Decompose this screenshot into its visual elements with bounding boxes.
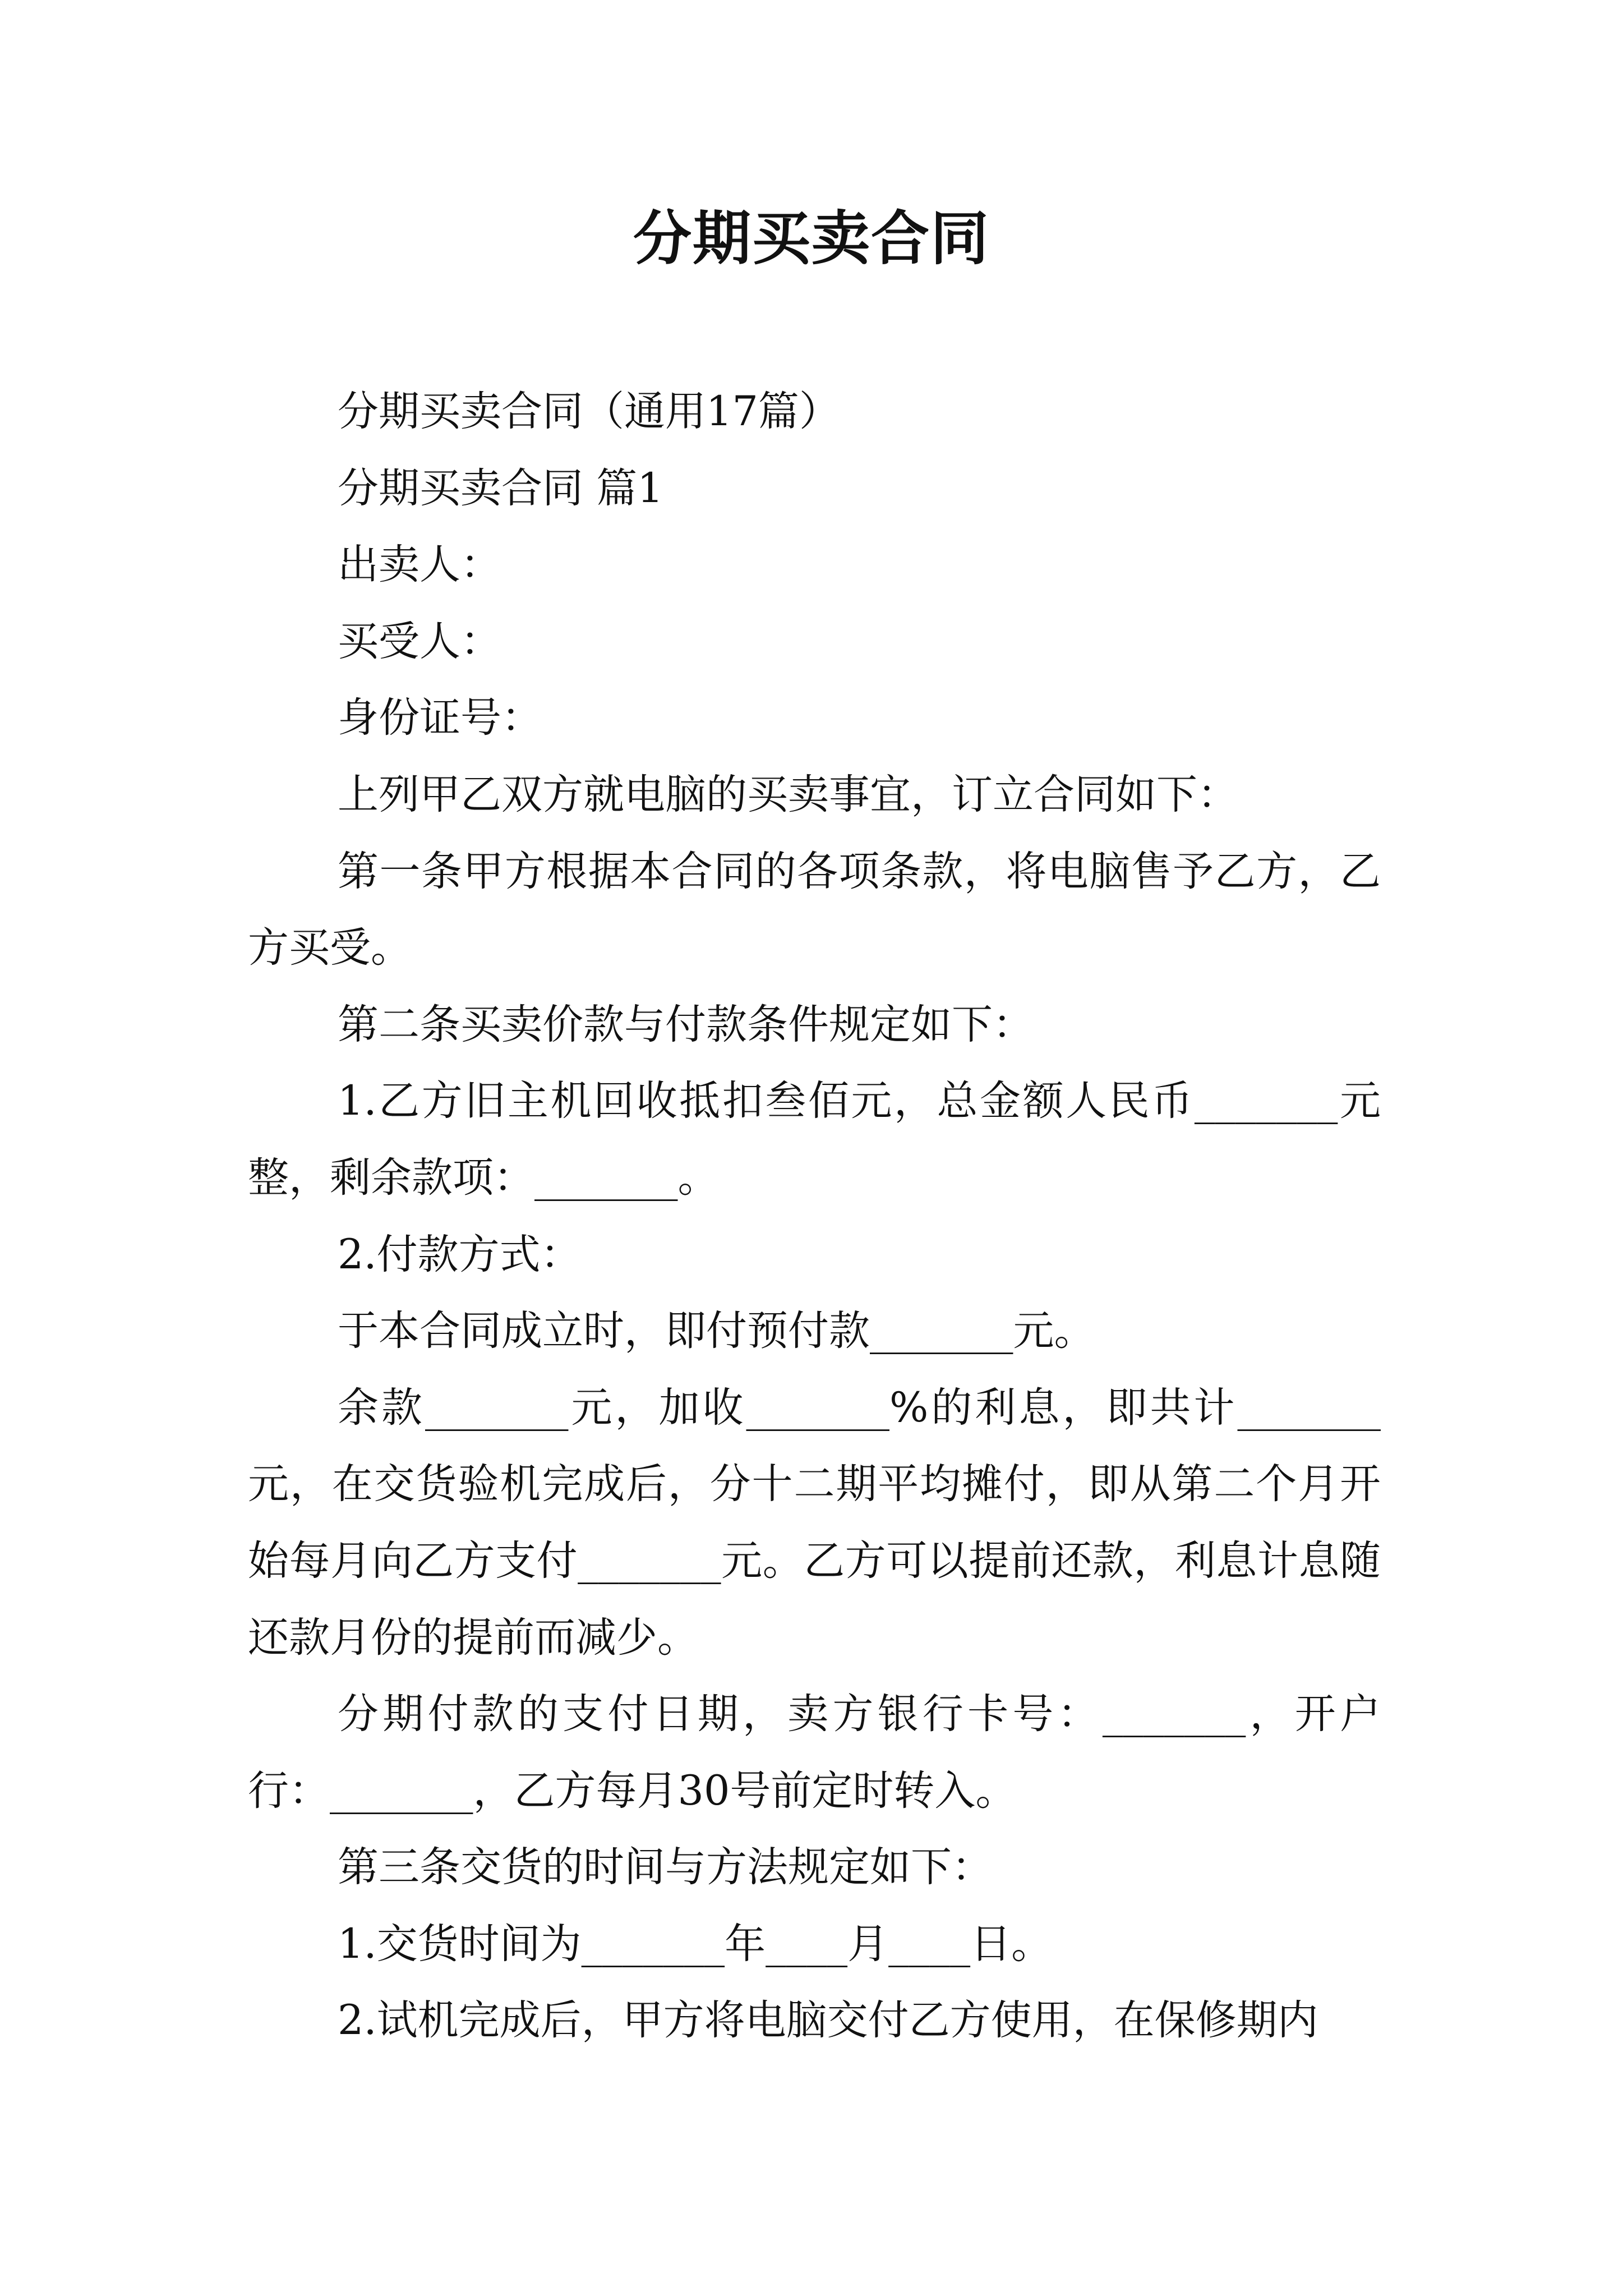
paragraph: 2.付款方式：: [338, 1230, 582, 1278]
paragraph: 第三条交货的时间与方法规定如下：: [338, 1843, 993, 1892]
paragraph: 买受人：: [338, 617, 501, 665]
paragraph: 1.乙方旧主机回收抵扣叁佰元，总金额人民币_______元整，剩余款项：_______。: [248, 1077, 1381, 1202]
paragraph: 第二条买卖价款与付款条件规定如下：: [338, 1000, 1034, 1048]
paragraph: 1.交货时间为_______年____月____日。: [338, 1920, 1053, 1968]
paragraph: 于本合同成立时，即付预付款_______元。: [338, 1307, 1095, 1355]
paragraph: 分期买卖合同（通用17篇）: [338, 388, 840, 435]
paragraph: 身份证号：: [338, 694, 542, 742]
paragraph: 余款_______元，加收_______%的利息，即共计_______元，在交货验机完成后，分十二期平均摊付，即从第二个月开始每月向乙方支付_______元。乙方可以提前还款，利息计息随还款月份的提前而减少。: [248, 1383, 1381, 1662]
paragraph: 第一条甲方根据本合同的各项条款，将电脑售予乙方，乙方买受。: [248, 847, 1381, 972]
document-title: 分期买卖合同: [633, 204, 990, 273]
paragraph: 出卖人：: [338, 541, 501, 589]
paragraph: 2.试机完成后，甲方将电脑交付乙方使用，在保修期内: [338, 1996, 1318, 2045]
document-body: [248, 374, 1381, 2059]
paragraph: 分期买卖合同 篇1: [338, 464, 663, 512]
paragraph: 分期付款的支付日期，卖方银行卡号：_______，开户行：_______，乙方每月30号前定时转入。: [248, 1690, 1381, 1815]
paragraph: 上列甲乙双方就电脑的买卖事宜，订立合同如下：: [338, 770, 1238, 818]
